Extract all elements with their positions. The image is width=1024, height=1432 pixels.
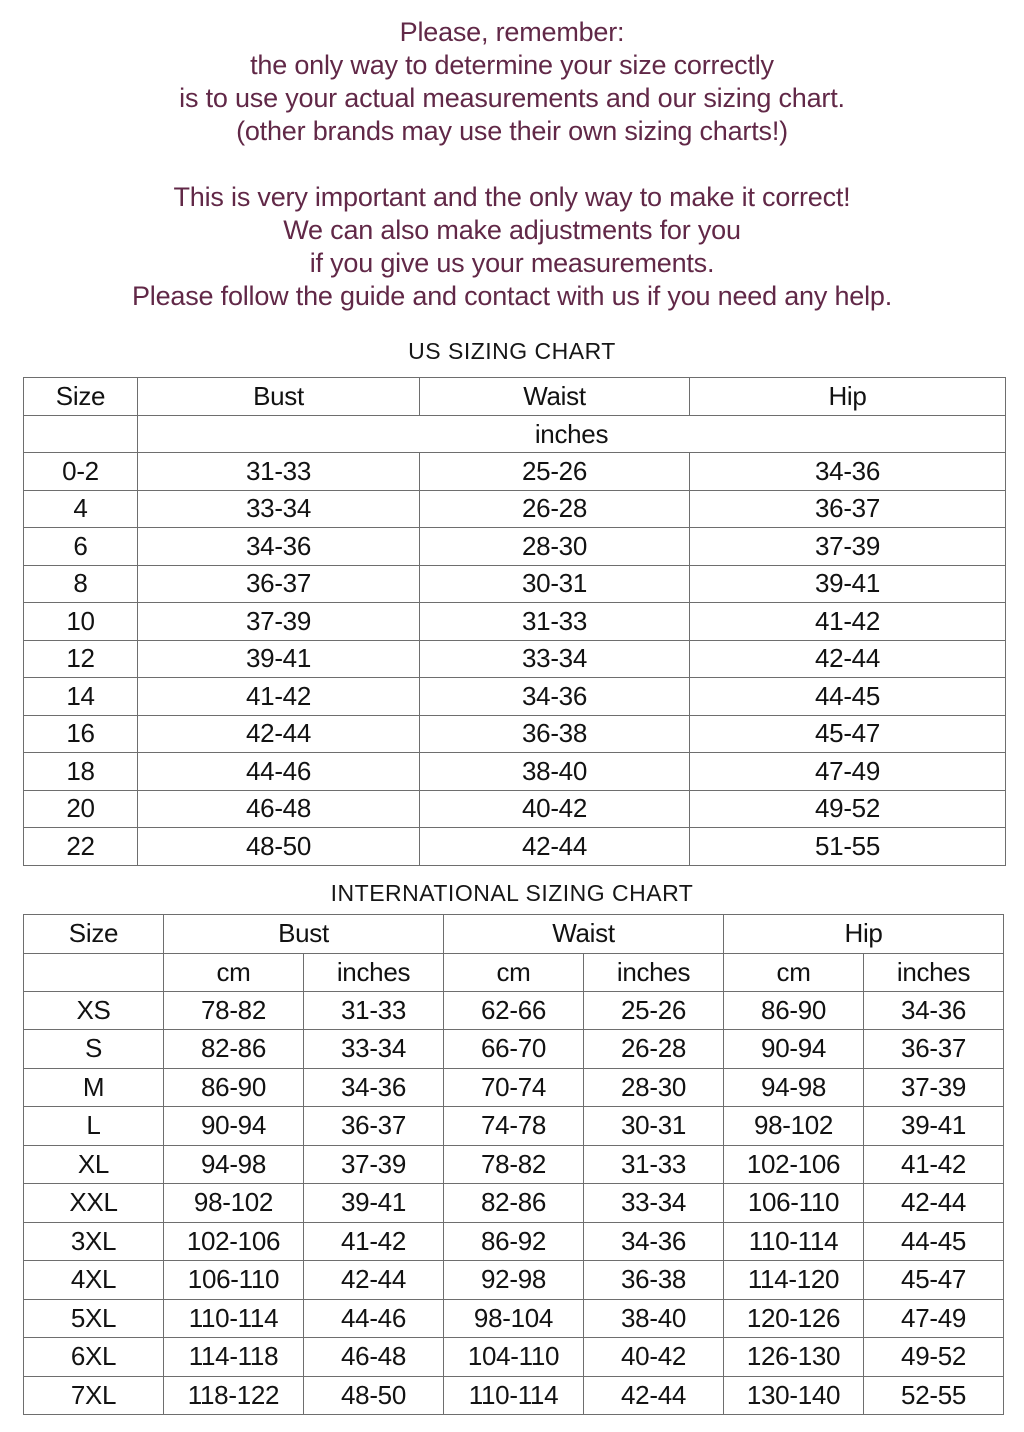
us-waist-cell: 28-30 <box>420 528 690 566</box>
us-waist-cell: 33-34 <box>420 640 690 678</box>
us-col-size: Size <box>24 378 138 416</box>
intl-hip-cm-cell: 86-90 <box>724 991 864 1030</box>
intl-units-blank-cell <box>24 953 164 991</box>
intl-waist-cm-cell: 98-104 <box>444 1299 584 1338</box>
us-table-row <box>24 790 1006 828</box>
intl-bust-in-cell: 41-42 <box>304 1222 444 1261</box>
us-size-cell: 22 <box>24 828 138 866</box>
us-hip-cell: 42-44 <box>690 640 1006 678</box>
intl-bust-cm-cell: 94-98 <box>164 1145 304 1184</box>
us-bust-cell: 41-42 <box>138 678 420 716</box>
intl-waist-in-cell: 34-36 <box>584 1222 724 1261</box>
intl-table-row <box>24 1299 1004 1338</box>
us-table-row <box>24 603 1006 641</box>
intl-bust-cm-cell: 86-90 <box>164 1068 304 1107</box>
us-table-row <box>24 828 1006 866</box>
intl-bust-in-cell: 37-39 <box>304 1145 444 1184</box>
us-hip-cell: 44-45 <box>690 678 1006 716</box>
us-size-cell: 16 <box>24 715 138 753</box>
us-size-cell: 10 <box>24 603 138 641</box>
intl-size-cell: 7XL <box>24 1376 164 1415</box>
us-units-cell: inches <box>138 416 1006 453</box>
intl-hip-cm-cell: 106-110 <box>724 1184 864 1223</box>
intro-line: the only way to determine your size correctly <box>250 50 774 80</box>
us-hip-cell: 47-49 <box>690 753 1006 791</box>
intl-size-cell: L <box>24 1107 164 1146</box>
intl-waist-cm-cell: 78-82 <box>444 1145 584 1184</box>
international-sizing-table <box>23 914 1004 1416</box>
us-table-row <box>24 565 1006 603</box>
us-table-row <box>24 453 1006 491</box>
intro-line: (other brands may use their own sizing charts!) <box>236 116 788 146</box>
us-size-cell: 6 <box>24 528 138 566</box>
intro-line: Please, remember: <box>399 17 625 47</box>
intl-bust-in-cell: 31-33 <box>304 991 444 1030</box>
intl-units-row <box>24 953 1004 991</box>
intl-size-cell: 4XL <box>24 1261 164 1300</box>
intl-hip-cm-cell: 110-114 <box>724 1222 864 1261</box>
us-waist-cell: 34-36 <box>420 678 690 716</box>
us-chart-title: US SIZING CHART <box>408 338 616 364</box>
international-chart-title: INTERNATIONAL SIZING CHART <box>330 879 694 906</box>
us-table-row <box>24 528 1006 566</box>
intl-col-waist: Waist <box>444 914 724 953</box>
intl-hip-cm-cell: 102-106 <box>724 1145 864 1184</box>
us-size-cell: 20 <box>24 790 138 828</box>
intl-waist-cm-cell: 86-92 <box>444 1222 584 1261</box>
us-table-row <box>24 490 1006 528</box>
us-bust-cell: 37-39 <box>138 603 420 641</box>
us-hip-cell: 45-47 <box>690 715 1006 753</box>
intro-line: if you give us your measurements. <box>309 248 715 278</box>
intl-waist-in-cell: 38-40 <box>584 1299 724 1338</box>
intl-size-cell: 3XL <box>24 1222 164 1261</box>
us-hip-cell: 41-42 <box>690 603 1006 641</box>
intl-size-cell: M <box>24 1068 164 1107</box>
intl-table-row <box>24 1145 1004 1184</box>
us-bust-cell: 48-50 <box>138 828 420 866</box>
intl-bust-cm-cell: 102-106 <box>164 1222 304 1261</box>
intl-waist-in-cell: 30-31 <box>584 1107 724 1146</box>
intro-line: We can also make adjustments for you <box>283 215 741 245</box>
us-table-row <box>24 678 1006 716</box>
intl-size-cell: XXL <box>24 1184 164 1223</box>
us-hip-cell: 49-52 <box>690 790 1006 828</box>
us-bust-cell: 42-44 <box>138 715 420 753</box>
intl-table-row <box>24 1184 1004 1223</box>
intl-col-size: Size <box>24 914 164 953</box>
intl-unit-cell: inches <box>584 953 724 991</box>
intl-bust-in-cell: 46-48 <box>304 1338 444 1377</box>
intro-note <box>0 0 1024 313</box>
us-units-row <box>24 416 1006 453</box>
intl-hip-in-cell: 52-55 <box>864 1376 1004 1415</box>
intl-bust-in-cell: 44-46 <box>304 1299 444 1338</box>
us-col-bust: Bust <box>138 378 420 416</box>
us-hip-cell: 36-37 <box>690 490 1006 528</box>
us-bust-cell: 34-36 <box>138 528 420 566</box>
intl-waist-cm-cell: 70-74 <box>444 1068 584 1107</box>
intl-bust-in-cell: 39-41 <box>304 1184 444 1223</box>
intl-size-cell: 6XL <box>24 1338 164 1377</box>
us-size-cell: 12 <box>24 640 138 678</box>
intl-unit-cell: inches <box>304 953 444 991</box>
intl-waist-cm-cell: 92-98 <box>444 1261 584 1300</box>
intl-hip-cm-cell: 90-94 <box>724 1030 864 1069</box>
intro-line: is to use your actual measurements and our sizing chart. <box>179 83 845 113</box>
us-hip-cell: 39-41 <box>690 565 1006 603</box>
us-bust-cell: 39-41 <box>138 640 420 678</box>
us-col-hip: Hip <box>690 378 1006 416</box>
us-bust-cell: 33-34 <box>138 490 420 528</box>
intl-unit-cell: cm <box>444 953 584 991</box>
intl-table-row <box>24 1261 1004 1300</box>
intl-hip-cm-cell: 120-126 <box>724 1299 864 1338</box>
us-size-cell: 4 <box>24 490 138 528</box>
us-waist-cell: 31-33 <box>420 603 690 641</box>
intl-size-cell: XS <box>24 991 164 1030</box>
intl-hip-in-cell: 42-44 <box>864 1184 1004 1223</box>
intl-waist-in-cell: 28-30 <box>584 1068 724 1107</box>
intl-hip-cm-cell: 130-140 <box>724 1376 864 1415</box>
intl-hip-in-cell: 34-36 <box>864 991 1004 1030</box>
intl-waist-in-cell: 25-26 <box>584 991 724 1030</box>
us-bust-cell: 36-37 <box>138 565 420 603</box>
us-waist-cell: 30-31 <box>420 565 690 603</box>
intl-waist-in-cell: 33-34 <box>584 1184 724 1223</box>
intl-bust-cm-cell: 106-110 <box>164 1261 304 1300</box>
us-header-row <box>24 378 1006 416</box>
intl-waist-in-cell: 31-33 <box>584 1145 724 1184</box>
us-bust-cell: 46-48 <box>138 790 420 828</box>
us-bust-cell: 31-33 <box>138 453 420 491</box>
intl-waist-in-cell: 26-28 <box>584 1030 724 1069</box>
intl-table-row <box>24 1376 1004 1415</box>
intl-unit-cell: cm <box>724 953 864 991</box>
us-size-cell: 8 <box>24 565 138 603</box>
intl-bust-cm-cell: 110-114 <box>164 1299 304 1338</box>
intl-hip-cm-cell: 114-120 <box>724 1261 864 1300</box>
intro-line: This is very important and the only way to make it correct! <box>173 182 851 212</box>
us-col-waist: Waist <box>420 378 690 416</box>
us-waist-cell: 25-26 <box>420 453 690 491</box>
us-hip-cell: 37-39 <box>690 528 1006 566</box>
intl-bust-cm-cell: 98-102 <box>164 1184 304 1223</box>
intl-bust-cm-cell: 82-86 <box>164 1030 304 1069</box>
intl-hip-cm-cell: 98-102 <box>724 1107 864 1146</box>
us-size-cell: 18 <box>24 753 138 791</box>
intl-bust-in-cell: 36-37 <box>304 1107 444 1146</box>
intl-size-cell: 5XL <box>24 1299 164 1338</box>
intl-bust-in-cell: 48-50 <box>304 1376 444 1415</box>
intl-bust-cm-cell: 90-94 <box>164 1107 304 1146</box>
intl-size-cell: XL <box>24 1145 164 1184</box>
intl-table-row <box>24 1030 1004 1069</box>
intl-col-hip: Hip <box>724 914 1004 953</box>
us-units-blank-cell <box>24 416 138 453</box>
intl-table-row <box>24 1107 1004 1146</box>
us-waist-cell: 40-42 <box>420 790 690 828</box>
us-table-row <box>24 753 1006 791</box>
intl-size-cell: S <box>24 1030 164 1069</box>
intl-hip-in-cell: 49-52 <box>864 1338 1004 1377</box>
intl-unit-cell: cm <box>164 953 304 991</box>
intl-bust-in-cell: 34-36 <box>304 1068 444 1107</box>
intl-waist-cm-cell: 110-114 <box>444 1376 584 1415</box>
us-hip-cell: 34-36 <box>690 453 1006 491</box>
intl-waist-cm-cell: 82-86 <box>444 1184 584 1223</box>
us-waist-cell: 38-40 <box>420 753 690 791</box>
intl-waist-cm-cell: 74-78 <box>444 1107 584 1146</box>
intl-hip-in-cell: 36-37 <box>864 1030 1004 1069</box>
intl-hip-cm-cell: 126-130 <box>724 1338 864 1377</box>
intl-col-bust: Bust <box>164 914 444 953</box>
intl-table-row <box>24 1338 1004 1377</box>
us-waist-cell: 42-44 <box>420 828 690 866</box>
intl-waist-in-cell: 40-42 <box>584 1338 724 1377</box>
intl-header-row <box>24 914 1004 953</box>
intl-bust-cm-cell: 118-122 <box>164 1376 304 1415</box>
intl-waist-in-cell: 42-44 <box>584 1376 724 1415</box>
intl-hip-cm-cell: 94-98 <box>724 1068 864 1107</box>
us-sizing-table <box>23 377 1006 866</box>
us-size-cell: 14 <box>24 678 138 716</box>
intl-hip-in-cell: 47-49 <box>864 1299 1004 1338</box>
intl-waist-in-cell: 36-38 <box>584 1261 724 1300</box>
us-hip-cell: 51-55 <box>690 828 1006 866</box>
intl-table-row <box>24 991 1004 1030</box>
us-waist-cell: 36-38 <box>420 715 690 753</box>
intl-hip-in-cell: 39-41 <box>864 1107 1004 1146</box>
intl-table-row <box>24 1222 1004 1261</box>
intl-unit-cell: inches <box>864 953 1004 991</box>
intl-waist-cm-cell: 66-70 <box>444 1030 584 1069</box>
intl-bust-in-cell: 42-44 <box>304 1261 444 1300</box>
intl-hip-in-cell: 45-47 <box>864 1261 1004 1300</box>
us-bust-cell: 44-46 <box>138 753 420 791</box>
intl-bust-cm-cell: 78-82 <box>164 991 304 1030</box>
us-waist-cell: 26-28 <box>420 490 690 528</box>
intl-hip-in-cell: 44-45 <box>864 1222 1004 1261</box>
intl-bust-cm-cell: 114-118 <box>164 1338 304 1377</box>
intl-waist-cm-cell: 62-66 <box>444 991 584 1030</box>
intl-hip-in-cell: 37-39 <box>864 1068 1004 1107</box>
intl-hip-in-cell: 41-42 <box>864 1145 1004 1184</box>
intl-table-row <box>24 1068 1004 1107</box>
intro-line: Please follow the guide and contact with us if you need any help. <box>131 281 892 311</box>
paragraph-gap <box>0 148 1024 181</box>
intl-waist-cm-cell: 104-110 <box>444 1338 584 1377</box>
us-size-cell: 0-2 <box>24 453 138 491</box>
us-table-row <box>24 640 1006 678</box>
intl-bust-in-cell: 33-34 <box>304 1030 444 1069</box>
us-table-row <box>24 715 1006 753</box>
